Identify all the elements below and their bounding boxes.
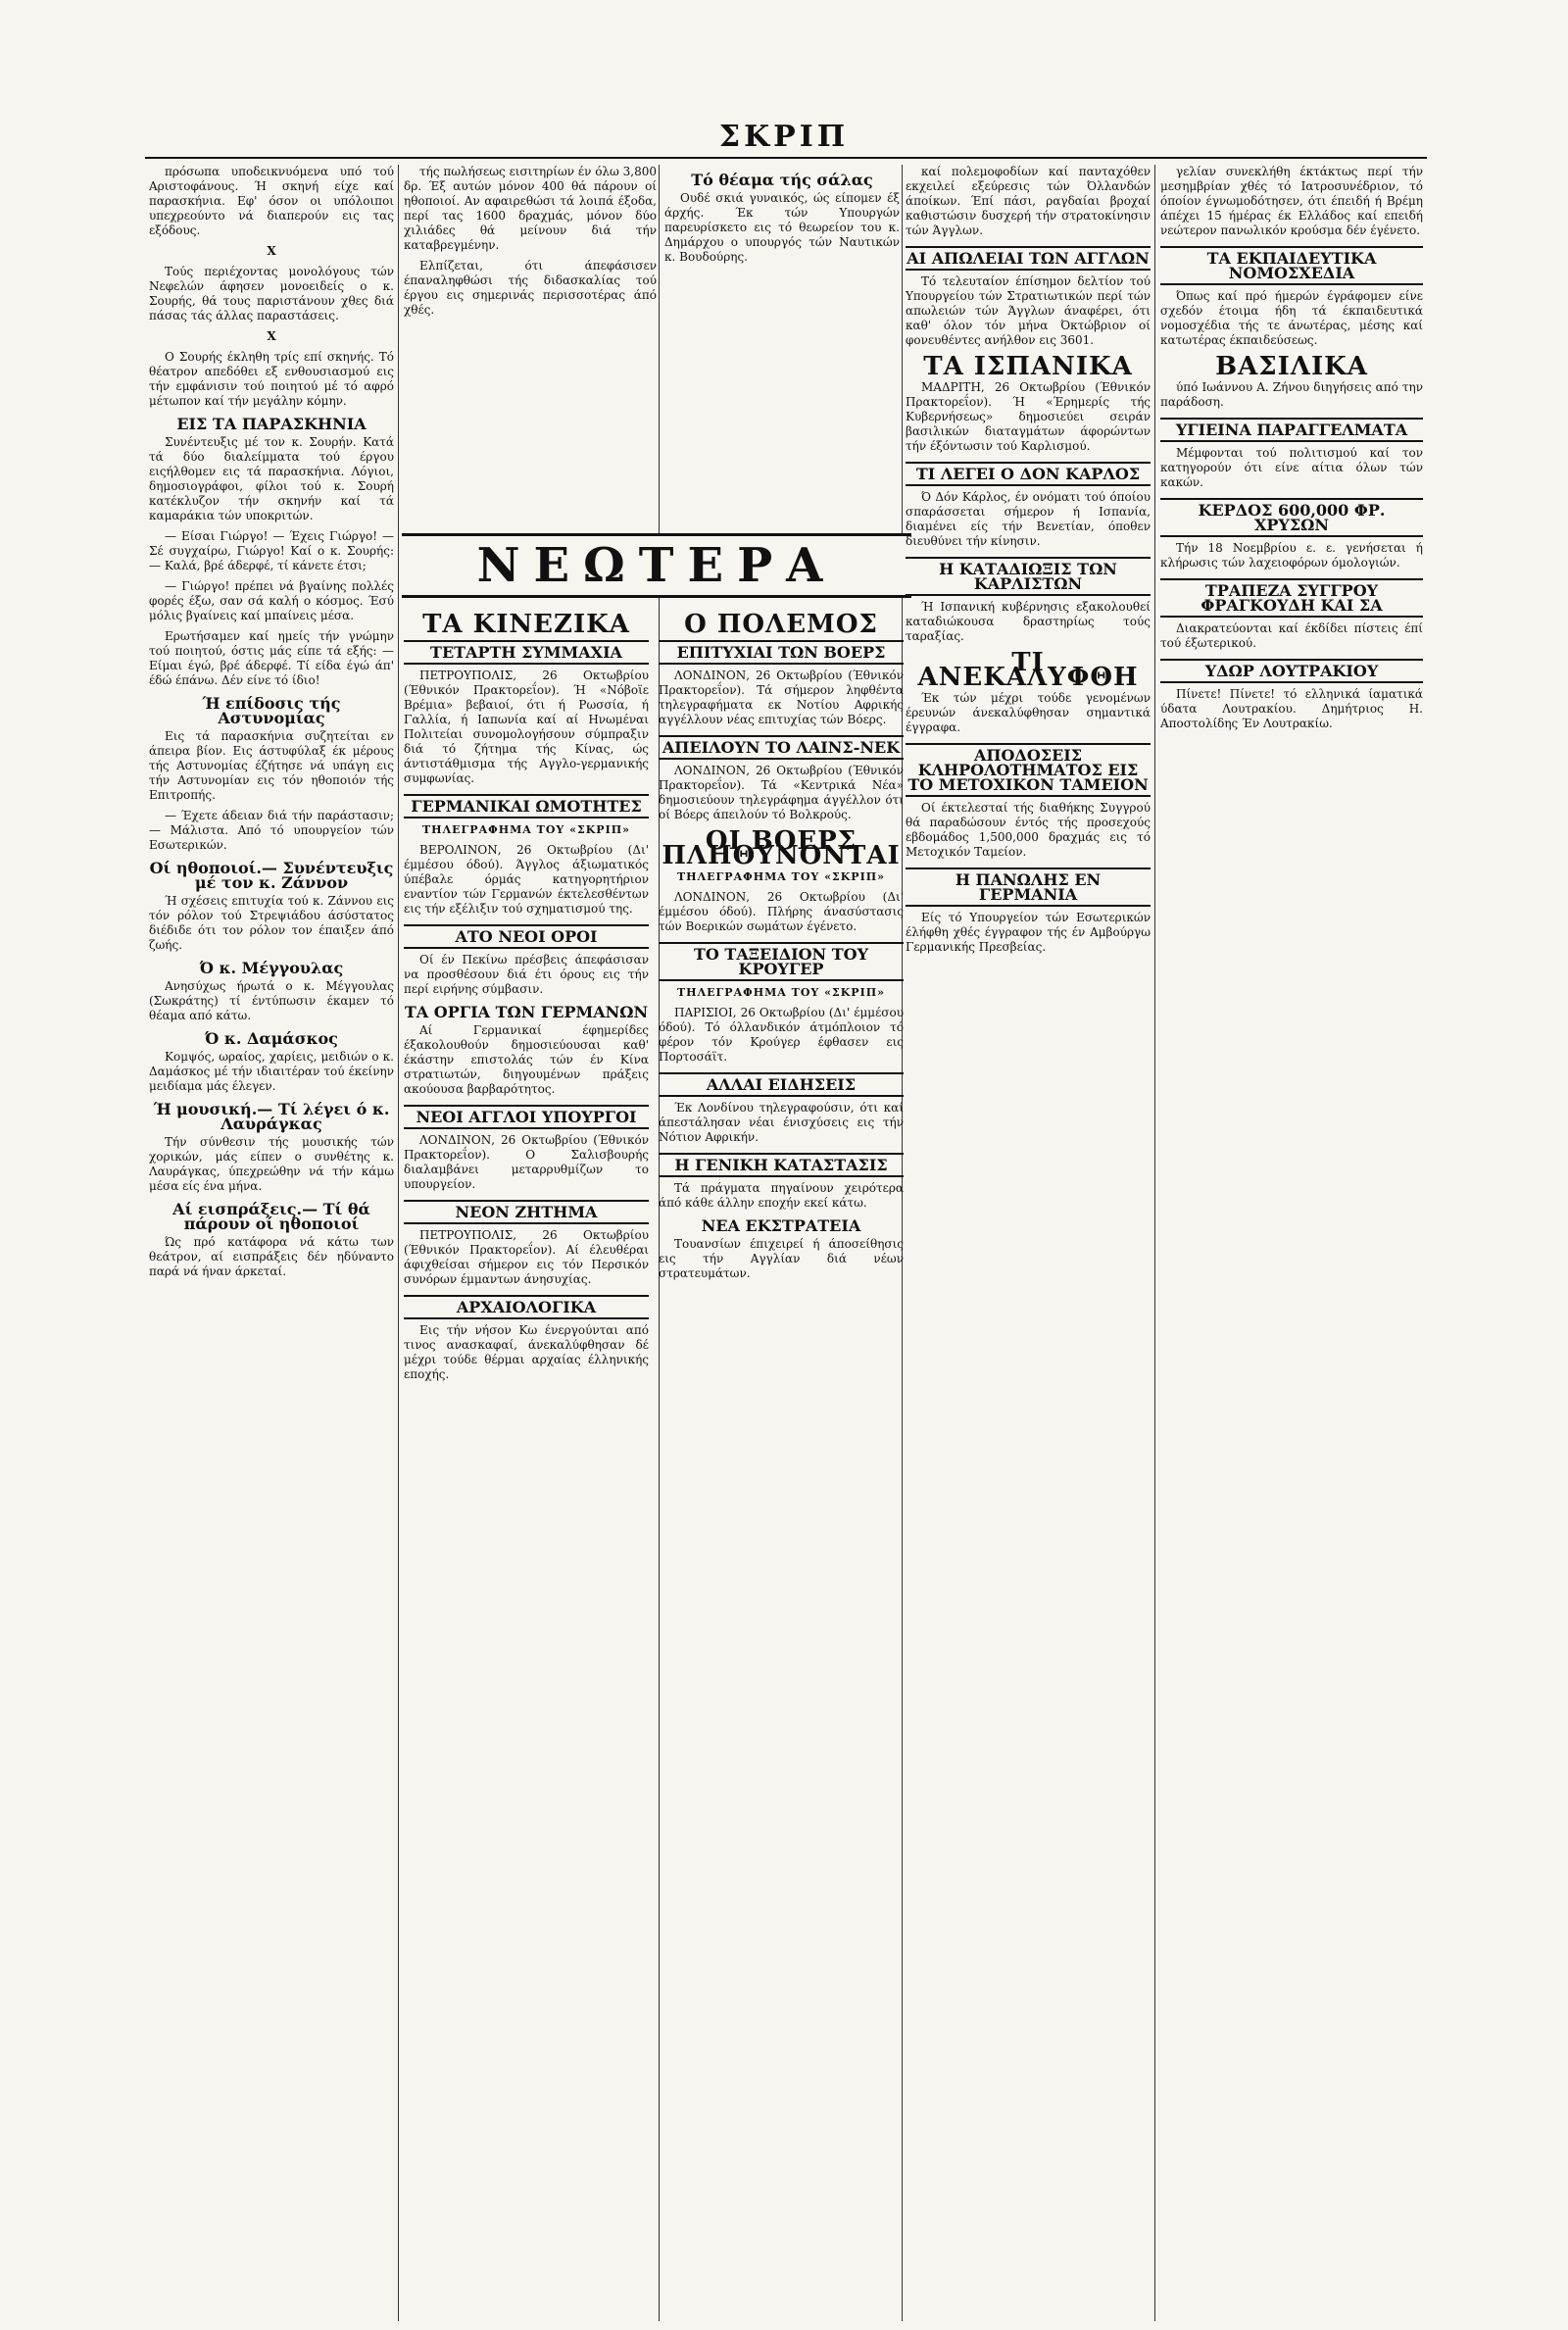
paragraph: — Έχετε άδειαν διά τήν παράστασιν; — Μάλιστα. Από τό υπουργείον τών Εσωτερικών.: [149, 809, 394, 852]
masthead-rule: [145, 157, 1427, 159]
subheading: Ή επίδοσις τής Αστυνομίας: [202, 694, 341, 727]
paragraph: Ουδέ σκιά γυναικός, ώς είπομεν έξ άρχής. Έκ τών Υπουργών παρευρίσκετο εις τό θεωρείον του κ. Δημάρχου ο υπουργός τών Ναυτικών κ. Βουδούρης.: [664, 191, 900, 264]
headline: ΝΕΑ ΕΚΣΤΡΑΤΕΙΑ: [701, 1216, 861, 1235]
paragraph: τής πωλήσεως εισιτηρίων έν όλω 3,800 δρ. Έξ αυτών μόνον 400 θά πάρουν οί ηθοποιοί. Αν αφαιρεθώσι τά λοιπά έξοδα, περί τας 1600 δραχμάς, μόνον δύο χιλιάδες θά μείνουν διά τήν καταβρεγμένην.: [404, 165, 657, 252]
paragraph: — Γιώργο! πρέπει νά βγαίνης πολλές φορές έξω, σαν σά καλή ο κόσμος. Έσύ μόλις βγαίνεις καί μπαίνεις μέσα.: [149, 579, 394, 622]
paragraph: Οί έν Πεκίνω πρέσβεις άπεφάσισαν να προσθέσουν διά έτι όρους εις τήν περί ειρήνης σύμβασιν.: [404, 953, 649, 996]
paragraph: ΛΟΝΔΙΝΟΝ, 26 Οκτωβρίου (Δι' έμμέσου όδού). Πλήρης άνασύστασις τών Βοερικών σωμάτων έγένετο.: [659, 890, 904, 933]
column-rule: [398, 165, 399, 2321]
headline: ΤΑ ΟΡΓΙΑ ΤΩΝ ΓΕΡΜΑΝΩΝ: [404, 1003, 649, 1021]
masthead: ΣΚΡΙΠ: [718, 120, 850, 154]
column-1: πρόσωπα υποδεικνυόμενα υπό τού Αριστοφάνους. Ή σκηνή είχε καί παρασκήνια. Εφ' όσον οι υπόλοιποι υπεχρεούντο νά διαπερούν εις τας εξόδους. X Τούς περιέχοντας μονολόγους τών Νεφελών άφησεν μονοειδείς ο κ. Σουρής, θά τους παριστάνουν χθες διά πάσας τάς άλλας παραστάσεις. X Ο Σουρής έκληθη τρίς επί σκηνής. Τό θέατρον απεδόθει εξ ενθουσιασμού εις τήν εμφάνισιν τού ποιητού μέ τό αφρό μέτωπον καί τήν μεγάλην κόμην. ΕΙΣ ΤΑ ΠΑΡΑΣΚΗΝΙΑ Συνέντευξις μέ τον κ. Σουρήν. Κατά τά δύο διαλείμματα τού έργου ειςήλθομεν εις τά παρασκήνια. Λόγιοι, δημοσιογράφοι, φίλοι τού κ. Σουρή κατέκλυζον τήν σκηνήν καί τά καμαράκια τών υποκριτών. — Είσαι Γιώργο! — Έχεις Γιώργο! — Σέ συγχαίρω, Γιώργο! Καί ο κ. Σουρής: — Καλά, βρέ άδερφέ, τί κάνετε έτσι; — Γιώργο! πρέπει νά βγαίνης πολλές φορές έξω, σαν σά καλή ο κόσμος. Έσύ μόλις βγαίνεις καί μπαίνεις μέσα. Ερωτήσαμεν καί ημείς τήν γνώμην τού ποιητού, όστις μάς είπε τά εξής: — Είμαι έγώ, βρέ άδερφέ. Τί είδα έγώ άπ' έδώ έπάνω. Δέν είνε τό ίδιο! Ή επίδοσις τής Αστυνομίας Εις τά παρασκήνια συζητείται εν άπειρα βίον. Εις άστυφύλαξ έκ μέρους τής Αστυνομίας έζήτησε νά υπάγη εις τήν Αστυνομίαν εις τόν ηθοποιόν τής Επιτροπής. — Έχετε άδειαν διά τήν παράστασιν; — Μάλιστα. Από τό υπουργείον τών Εσωτερικών. Οί ηθοποιοί.— Συνέντευξις μέ τον κ. Ζάννον Ή σχέσεις επιτυχία τού κ. Ζάννου εις τόν ρόλον τού Στρεψιάδου άσύστατος διέδιδε ότι τον ρόλον τον έπαιξεν άπό ζωής. Ό κ. Μέγγουλας Ανησύχως ήρωτά ο κ. Μέγγουλας (Σωκράτης) τί έντύπωσιν έκαμεν τό θέαμα από κάτω. Ό κ. Δαμάσκος Κομψός, ωραίος, χαρίεις, μειδιών ο κ. Δαμάσκος μέ τήν ιδιαιτέραν τού έκείνην μειδίαμα μάς έλεγεν. Ή μουσική.— Τί λέγει ό κ. Λαυράγκας Τήν σύνθεσιν τής μουσικής τών χορικών, μάς είπεν ο συνθέτης κ. Λαυράγκας, ύπεχρεώθην νά τήν κάμω μέσα είς ένα μήνα. Αί εισπράξεις.— Τί θά πάρουν οί ηθοποιοί Ώς πρό κατάφορα νά κάτω των θεάτρον, αί εισπράξεις δέν ηδύναντο παρά νά ήναν άρκεταί.: [149, 165, 394, 1278]
telegram-label: ΤΗΛΕΓΡΑΦΗΜΑ ΤΟΥ «ΣΚΡΙΠ»: [677, 870, 885, 883]
paragraph: Ώς πρό κατάφορα νά κάτω των θεάτρον, αί εισπράξεις δέν ηδύναντο παρά νά ήναν άρκεταί.: [149, 1235, 394, 1278]
column-2-top: [404, 165, 657, 518]
paragraph: Ο Σουρής έκληθη τρίς επί σκηνής. Τό θέατρον απεδόθει εξ ενθουσιασμού εις τήν εμφάνισιν τού ποιητού μέ τό αφρό μέτωπον καί τήν μεγάλην κόμην.: [149, 350, 394, 408]
subheading: ΤΕΤΑΡΤΗ ΣΥΜΜΑΧΙΑ: [404, 640, 649, 665]
headline: Η ΓΕΝΙΚΗ ΚΑΤΑΣΤΑΣΙΣ: [659, 1153, 904, 1177]
headline: ΒΑΣΙΛΙΚΑ: [1215, 352, 1368, 381]
paragraph: Ερωτήσαμεν καί ημείς τήν γνώμην τού ποιητού, όστις μάς είπε τά εξής: — Είμαι έγώ, βρέ άδερφέ. Τί είδα έγώ άπ' έδώ έπάνω. Δέν είνε τό ίδιο!: [149, 629, 394, 687]
headline: ΚΕΡΔΟΣ 600,000 ΦΡ. ΧΡΥΣΩΝ: [1160, 498, 1423, 537]
paragraph: Τήν 18 Νοεμβρίου ε. ε. γενήσεται ή κλήρωσις τών λαχειοφόρων όμολογιών.: [1160, 541, 1423, 570]
paragraph: ΒΕΡΟΛΙΝΟΝ, 26 Οκτωβρίου (Δι' έμμέσου όδού). Άγγλος άξιωματικός ύπέβαλε όρμάς κατηγορητήριον εναντίον τών Γερμανών έκτελεσθέντων εις τήν εξέλιξιν τού σχηματισμού της.: [404, 843, 649, 916]
paragraph: Τά πράγματα πηγαίνουν χειρότερα άπό κάθε άλλην εποχήν εκεί κάτω.: [659, 1181, 904, 1210]
headline: Η ΠΑΝΩΛΗΣ ΕΝ ΓΕΡΜΑΝΙΑ: [906, 868, 1151, 907]
headline: ΑΤΟ ΝΕΟΙ ΟΡΟΙ: [404, 924, 649, 949]
subheading: Αί εισπράξεις.— Τί θά πάρουν οί ηθοποιοί: [172, 1200, 370, 1233]
headline: ΤΙ ΑΝΕΚΑΛΥΦΘΗ: [917, 648, 1139, 692]
headline: ΑΛΛΑΙ ΕΙΔΗΣΕΙΣ: [659, 1072, 904, 1097]
paragraph: Εις τήν νήσον Κω ένεργούνται από τινος ανασκαφαί, άνεκαλύφθησαν δέ μέχρι τούδε θέρμαι αρχαίας έλληνικής εποχής.: [404, 1323, 649, 1381]
paragraph: ΠΕΤΡΟΥΠΟΛΙΣ, 26 Οκτωβρίου (Έθνικόν Πρακτορεΐον). Ή «Νόβοϊε Βρέμια» βεβαιοί, ότι ή Ρωσσία, ή Γαλλία, ή Ιαπωνία καί αί Ηνωμέναι Πολιτείαι συνομολογήσουν σύμπραξιν διά τό ζήτημα τής Κίνας, ώς άντιστάθμισμα τής Αγγλο-γερμανικής συμφωνίας.: [404, 669, 649, 785]
paragraph: ΜΑΔΡΙΤΗ, 26 Οκτωβρίου (Έθνικόν Πρακτορεΐον). Ή «Έρημερίς τής Κυβερνήσεως» δημοσιεύει σειράν βασιλικών διαταγμάτων άφορώντων τήν έξόντωσιν τού Καρλισμού.: [906, 380, 1151, 453]
paragraph: ΠΑΡΙΣΙΟΙ, 26 Οκτωβρίου (Δι' έμμέσου όδού). Τό όλλανδικόν άτμόπλοιον τό φέρον τόν Κρούγερ έφθασεν εις Πορτοσάϊτ.: [659, 1006, 904, 1064]
paragraph: Ή σχέσεις επιτυχία τού κ. Ζάννου εις τόν ρόλον τού Στρεψιάδου άσύστατος διέδιδε ότι τον ρόλον τον έπαιξεν άπό ζωής.: [149, 894, 394, 952]
subheading: ΕΠΙΤΥΧΙΑΙ ΤΩΝ ΒΟΕΡΣ: [659, 640, 904, 665]
headline: ΥΔΩΡ ΛΟΥΤΡΑΚΙΟΥ: [1160, 659, 1423, 683]
headline: ΕΙΣ ΤΑ ΠΑΡΑΣΚΗΝΙΑ: [176, 415, 367, 433]
column-3: [659, 606, 904, 2311]
paragraph: Κομψός, ωραίος, χαρίεις, μειδιών ο κ. Δαμάσκος μέ τήν ιδιαιτέραν τού έκείνην μειδίαμα μάς έλεγεν.: [149, 1050, 394, 1093]
paragraph: ΛΟΝΔΙΝΟΝ, 26 Οκτωβρίου (Έθνικόν Πρακτορεΐον). Τά «Κεντρικά Νέα» δημοσιεύουν τηλεγράφημα άγγέλλον ότι οί Βόερς άπειλούν τό Βολκρούς.: [659, 764, 904, 821]
paragraph: Τουανσίων έπιχειρεί ή άποσείθησις εις τήν Αγγλίαν διά νέων στρατευμάτων.: [659, 1237, 904, 1280]
paragraph: Ελπίζεται, ότι άπεφάσισεν έπαναληφθώσι τής διδασκαλίας τού έργου εις σημερινάς περισσοτέρας άπό χθές.: [404, 259, 657, 317]
headline: ΤΑ ΚΙΝΕΖΙΚΑ: [422, 610, 630, 639]
headline: Ο ΠΟΛΕΜΟΣ: [684, 610, 878, 639]
column-rule: [1154, 165, 1155, 2321]
headline: ΑΠΕΙΛΟΥΝ ΤΟ ΛΑΙΝΣ-ΝΕΚ: [659, 735, 904, 760]
column-4: [906, 165, 1151, 2321]
paragraph: Τό τελευταίον έπίσημον δελτίον τού Υπουργείου τών Στρατιωτικών περί τών απωλειών τών Άγγλων άναφέρει, ότι καθ' όλον τόν μήνα Όκτώβριον οί φονευθέντες ανήλθον εις 3601.: [906, 274, 1151, 347]
subheading: Ό κ. Δαμάσκος: [205, 1029, 338, 1048]
paragraph: ΛΟΝΔΙΝΟΝ, 26 Οκτωβρίου (Έθνικόν Πρακτορεΐον). Τά σήμερον ληφθέντα τηλεγραφήματα εκ Νοτίου Αφρικής αγγέλλουν νέας επιτυχίας τών Βόερς.: [659, 669, 904, 726]
paragraph: Όπως καί πρό ήμερών έγράφομεν είνε σχεδόν έτοιμα ήδη τά έκπαιδευτικά νομοσχέδια τής τε άνωτέρας, μέσης καί κατωτέρας έκπαιδεύσεως.: [1160, 289, 1423, 347]
paragraph: Ανησύχως ήρωτά ο κ. Μέγγουλας (Σωκράτης) τί έντύπωσιν έκαμεν τό θέαμα από κάτω.: [149, 979, 394, 1022]
paragraph: Αί Γερμανικαί έφημερίδες έξακολουθούν δημοσιεύουσαι καθ' έκάστην επιστολάς τών έν Κίνα στρατιωτών, διηγουμένων πράξεις ακούουσα βαρβαρότητος.: [404, 1023, 649, 1096]
headline: ΥΓΙΕΙΝΑ ΠΑΡΑΓΓΕΛΜΑΤΑ: [1160, 418, 1423, 442]
paragraph: Ό Δόν Κάρλος, έν ονόματι τού όποίου σπαράσσεται σήμερον ή Ισπανία, διαμένει είς τήν Βενετίαν, όποθεν διευθύνει τήν κίνησιν.: [906, 490, 1151, 548]
headline: ΑΙ ΑΠΩΛΕΙΑΙ ΤΩΝ ΑΓΓΛΩΝ: [906, 246, 1151, 271]
paragraph: Ή Ισπανική κυβέρνησις εξακολουθεί καταδιώκουσα δραστηρίως τούς ταραξίας.: [906, 600, 1151, 643]
column-3-top: [664, 165, 900, 518]
telegram-label: ΤΗΛΕΓΡΑΦΗΜΑ ΤΟΥ «ΣΚΡΙΠ»: [422, 823, 630, 836]
headline: ΑΡΧΑΙΟΛΟΓΙΚΑ: [404, 1295, 649, 1319]
headline: ΝΕΟΙ ΑΓΓΛΟΙ ΥΠΟΥΡΓΟΙ: [404, 1105, 649, 1129]
paragraph: Έκ τών μέχρι τούδε γενομένων έρευνών άνεκαλύφθησαν σημαντικά έγγραφα.: [906, 691, 1151, 734]
headline: ΤΟ ΤΑΞΕΙΔΙΟΝ ΤΟΥ ΚΡΟΥΓΕΡ: [659, 942, 904, 981]
column-5: [1160, 165, 1423, 2321]
headline: ΓΕΡΜΑΝΙΚΑΙ ΩΜΟΤΗΤΕΣ: [404, 794, 649, 818]
paragraph: γελίαν συνεκλήθη έκτάκτως περί τήν μεσημβρίαν χθές τό Ιατροσυνέδριον, τό όποίον έγνωμοδότησεν, ότι έπειδή ή Βρέμη άπέχει 15 ήμέρας έκ Ελλάδος καί επειδή νεώτερον πανωλικόν κρούσμα δέν έγένετο.: [1160, 165, 1423, 237]
paragraph: Εις τά παρασκήνια συζητείται εν άπειρα βίον. Εις άστυφύλαξ έκ μέρους τής Αστυνομίας έζήτησε νά υπάγη εις τήν Αστυνομίαν εις τόν ηθοποιόν τής Επιτροπής.: [149, 729, 394, 802]
banner-headline: ΝΕΩΤΕΡΑ: [402, 533, 911, 598]
paragraph: ύπό Ιωάννου Α. Ζήνου διηγήσεις από την παράδοση.: [1160, 380, 1423, 409]
paragraph: — Είσαι Γιώργο! — Έχεις Γιώργο! — Σέ συγχαίρω, Γιώργο! Καί ο κ. Σουρής: — Καλά, βρέ άδερφέ, τί κάνετε έτσι;: [149, 529, 394, 572]
subheading: Τό θέαμα τής σάλας: [691, 171, 873, 189]
subheading: Ή μουσική.— Τί λέγει ό κ. Λαυράγκας: [153, 1100, 390, 1133]
paragraph: ΛΟΝΔΙΝΟΝ, 26 Οκτωβρίου (Έθνικόν Πρακτορεΐον). Ο Σαλισβουρής διαλαμβάνει μεταρρυθμίζων το υπουργείον.: [404, 1133, 649, 1191]
paragraph: καί πολεμοφοδίων καί πανταχόθεν εκχειλεί εξεύρεσις τών Όλλανδών άποίκων. Έπί πάσι, ραγδαίαι βροχαί καθιστώσιν δυσχερή τήν στρατοκίνησιν τών Άγγλων.: [906, 165, 1151, 237]
subheading: Ό κ. Μέγγουλας: [199, 959, 344, 977]
paragraph: Διακρατεύονται καί έκδίδει πίστεις έπί τού έξωτερικού.: [1160, 621, 1423, 650]
headline: ΑΠΟΔΟΣΕΙΣ ΚΛΗΡΟΛΟΤΗΜΑΤΟΣ ΕΙΣ ΤΟ ΜΕΤΟΧΙΚΟΝ ΤΑΜΕΙΟΝ: [906, 743, 1151, 797]
paragraph: Πίνετε! Πίνετε! τό ελληνικά ίαματικά ύδατα Λουτρακίου. Δημήτριος Η. Αποστολίδης Έν Λουτρακίω.: [1160, 687, 1423, 730]
headline: Η ΚΑΤΑΔΙΩΞΙΣ ΤΩΝ ΚΑΡΛΙΣΤΩΝ: [906, 557, 1151, 596]
headline: ΤΡΑΠΕΖΑ ΣΥΓΓΡΟΥ ΦΡΑΓΚΟΥΔΗ ΚΑΙ ΣΑ: [1160, 578, 1423, 618]
headline: ΤΑ ΕΚΠΑΙΔΕΥΤΙΚΑ ΝΟΜΟΣΧΕΔΙΑ: [1160, 246, 1423, 285]
headline: ΟΙ ΒΟΕΡΣ ΠΛΗΘΥΝΟΝΤΑΙ: [662, 826, 901, 870]
paragraph: πρόσωπα υποδεικνυόμενα υπό τού Αριστοφάνους. Ή σκηνή είχε καί παρασκήνια. Εφ' όσον οι υπόλοιποι υπεχρεούντο νά διαπερούν εις τας εξόδους.: [149, 165, 394, 237]
headline: ΤΑ ΙΣΠΑΝΙΚΑ: [923, 352, 1133, 381]
paragraph: Οί έκτελεσταί τής διαθήκης Συγγρού θά παραδώσουν έντός τής προσεχούς εβδομάδος 1,500,000 δραχμάς εις τό Μετοχικόν Ταμείον.: [906, 801, 1151, 859]
paragraph: Μέμφονται τού πολιτισμού καί τον κατηγορούν ότι είνε αίτια όλων τών κακών.: [1160, 446, 1423, 489]
paragraph: Τούς περιέχοντας μονολόγους τών Νεφελών άφησεν μονοειδείς ο κ. Σουρής, θά τους παριστάνουν χθες διά πάσας τάς άλλας παραστάσεις.: [149, 265, 394, 322]
paragraph: ΠΕΤΡΟΥΠΟΛΙΣ, 26 Οκτωβρίου (Έθνικόν Πρακτορεΐον). Αί έλευθέραι άφιχθείσαι σήμερον εις τόν Περσικόν συνόρων έμμαντων άνησυχίας.: [404, 1228, 649, 1286]
telegram-label: ΤΗΛΕΓΡΑΦΗΜΑ ΤΟΥ «ΣΚΡΙΠ»: [677, 986, 885, 999]
paragraph: Συνέντευξις μέ τον κ. Σουρήν. Κατά τά δύο διαλείμματα τού έργου ειςήλθομεν εις τά παρασκήνια. Λόγιοι, δημοσιογράφοι, φίλοι τού κ. Σουρή κατέκλυζον τήν σκηνήν καί τά καμαράκια τών υποκριτών.: [149, 435, 394, 522]
paragraph: Έκ Λονδίνου τηλεγραφούσιν, ότι καί άπεστάλησαν νέαι ένισχύσεις εις τήν Νότιον Αφρικήν.: [659, 1101, 904, 1144]
paragraph: Τήν σύνθεσιν τής μουσικής τών χορικών, μάς είπεν ο συνθέτης κ. Λαυράγκας, ύπεχρεώθην νά τήν κάμω μέσα είς ένα μήνα.: [149, 1135, 394, 1193]
headline: ΤΙ ΛΕΓΕΙ Ο ΔΟΝ ΚΑΡΛΟΣ: [906, 462, 1151, 486]
subheading: Οί ηθοποιοί.— Συνέντευξις μέ τον κ. Ζάννον: [149, 859, 394, 892]
paragraph: Είς τό Υπουργείον τών Εσωτερικών έλήφθη χθές έγγραφον τής έν Αμβούργω Γερμανικής Πρεσβείας.: [906, 911, 1151, 954]
headline: ΝΕΟΝ ΖΗΤΗΜΑ: [404, 1200, 649, 1224]
column-2: [404, 606, 649, 2311]
